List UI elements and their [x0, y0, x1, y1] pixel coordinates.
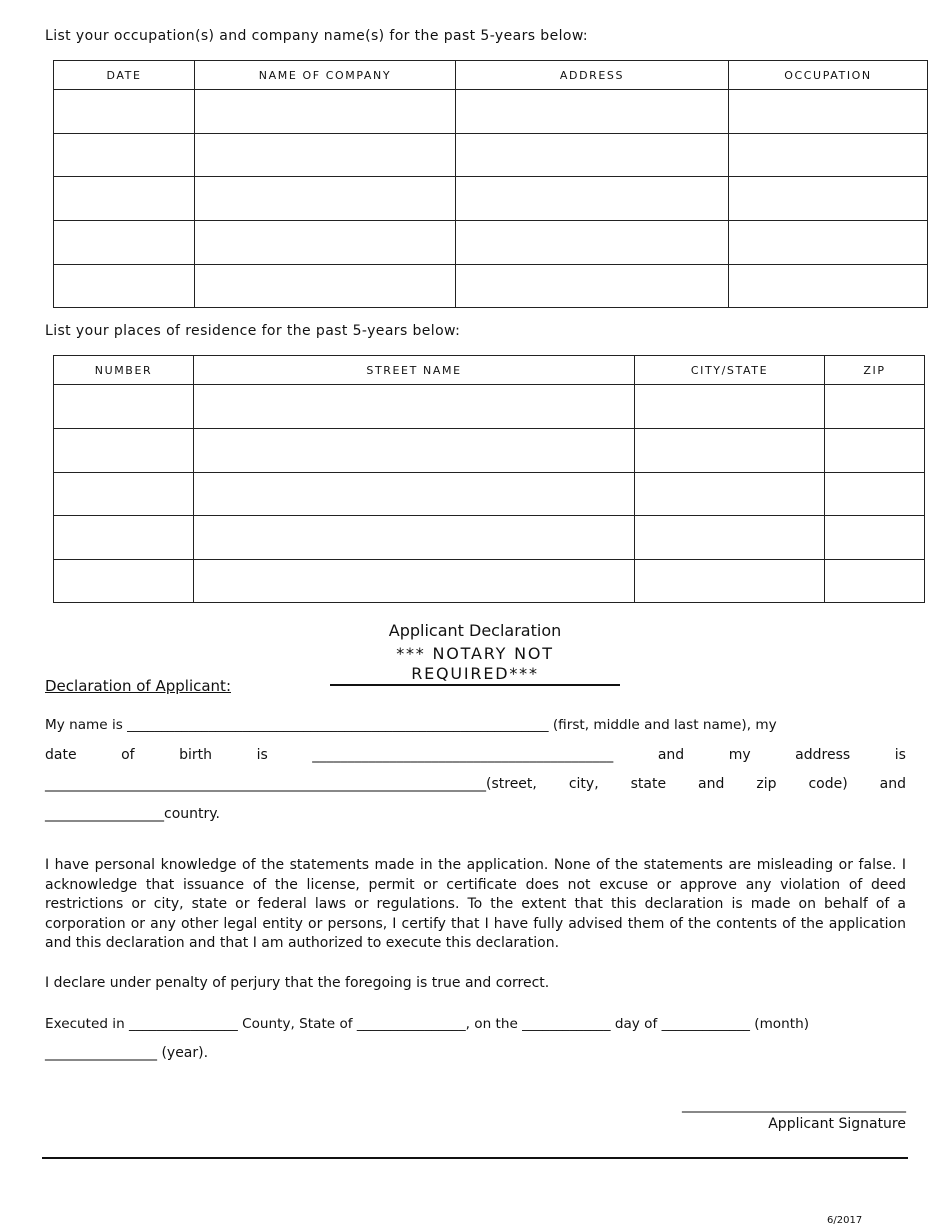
- word: and: [657, 747, 685, 763]
- table-row: [54, 429, 925, 473]
- column-header-street: STREET NAME: [194, 356, 635, 385]
- occupation-cell[interactable]: [729, 134, 928, 177]
- word: birth: [179, 747, 213, 763]
- number-cell[interactable]: [54, 429, 194, 473]
- table-row: [54, 473, 925, 516]
- residence-header-row: [54, 356, 925, 385]
- table-row: [54, 90, 928, 134]
- street-cell[interactable]: [194, 429, 635, 473]
- table-row: [54, 177, 928, 221]
- column-header-occupation: OCCUPATION: [729, 61, 928, 90]
- declaration-heading: Declaration of Applicant:: [45, 677, 231, 695]
- zip-cell[interactable]: [825, 516, 925, 560]
- column-header-number: NUMBER: [54, 356, 194, 385]
- zip-cell[interactable]: [825, 429, 925, 473]
- table-row: [54, 560, 925, 603]
- street-cell[interactable]: [194, 560, 635, 603]
- revision-date: 6/2017: [827, 1215, 863, 1226]
- zip-cell[interactable]: [825, 560, 925, 603]
- company-cell[interactable]: [195, 134, 456, 177]
- date-cell[interactable]: [54, 265, 195, 308]
- executed-line: Executed in ________________ County, State of ________________, on the _____________ day of _____________ (month): [45, 1016, 809, 1032]
- address-cell[interactable]: [456, 90, 729, 134]
- occupation-header-row: [54, 61, 928, 90]
- occupation-cell[interactable]: [729, 177, 928, 221]
- city-state-cell[interactable]: [635, 473, 825, 516]
- company-cell[interactable]: [195, 221, 456, 265]
- column-header-city-state: CITY/STATE: [635, 356, 825, 385]
- address-cell[interactable]: [456, 265, 729, 308]
- declaration-title: Applicant Declaration: [388, 621, 562, 640]
- date-cell[interactable]: [54, 221, 195, 265]
- knowledge-paragraph: I have personal knowledge of the statements made in the application. None of the statements are misleading or false. I acknowledge that issuance of the license, permit or certificate does not excuse or approve any violation of deed restrictions or city, state or federal laws or regulations. To the extent that this declaration is made on behalf of a corporation or any other legal entity or persons, I certify that I have fully advised them of the contents of the application and this declaration and that I am authorized to execute this declaration.: [45, 857, 906, 951]
- date-of-birth-blank[interactable]: ___________________________________________: [312, 747, 614, 763]
- word: is: [256, 747, 268, 763]
- signature-label: Applicant Signature: [768, 1116, 906, 1132]
- address-cell[interactable]: [456, 177, 729, 221]
- word: date: [45, 747, 77, 763]
- city-state-cell[interactable]: [635, 560, 825, 603]
- number-cell[interactable]: [54, 560, 194, 603]
- table-row: [54, 265, 928, 308]
- country-line: _________________country.: [45, 806, 220, 822]
- address-cell[interactable]: [456, 221, 729, 265]
- company-cell[interactable]: [195, 90, 456, 134]
- address-cell[interactable]: [456, 134, 729, 177]
- number-cell[interactable]: [54, 516, 194, 560]
- date-cell[interactable]: [54, 134, 195, 177]
- occupation-cell[interactable]: [729, 90, 928, 134]
- notary-notice: *** NOTARY NOT REQUIRED***: [330, 644, 620, 686]
- city-state-cell[interactable]: [635, 429, 825, 473]
- signature-blank[interactable]: ________________________________: [682, 1097, 906, 1113]
- street-cell[interactable]: [194, 473, 635, 516]
- residence-table: [53, 355, 925, 603]
- table-row: [54, 385, 925, 429]
- word: my: [728, 747, 751, 763]
- table-row: [54, 221, 928, 265]
- perjury-statement: I declare under penalty of perjury that the foregoing is true and correct.: [45, 975, 550, 991]
- occupation-table: [53, 60, 928, 308]
- word: of: [121, 747, 135, 763]
- occupation-prompt: List your occupation(s) and company name(s) for the past 5-years below:: [45, 28, 589, 44]
- city-state-cell[interactable]: [635, 516, 825, 560]
- column-header-address: ADDRESS: [456, 61, 729, 90]
- column-header-zip: ZIP: [825, 356, 925, 385]
- executed-year-line: ________________ (year).: [45, 1045, 209, 1061]
- company-cell[interactable]: [195, 265, 456, 308]
- name-line: My name is ______________________________________________________________ (first, middle and last name), my: [45, 717, 777, 733]
- column-header-date: DATE: [54, 61, 195, 90]
- number-cell[interactable]: [54, 473, 194, 516]
- occupation-cell[interactable]: [729, 265, 928, 308]
- street-cell[interactable]: [194, 516, 635, 560]
- footer-divider: [42, 1157, 908, 1159]
- street-cell[interactable]: [194, 385, 635, 429]
- company-cell[interactable]: [195, 177, 456, 221]
- table-row: [54, 134, 928, 177]
- city-state-cell[interactable]: [635, 385, 825, 429]
- zip-cell[interactable]: [825, 473, 925, 516]
- column-header-company: NAME OF COMPANY: [195, 61, 456, 90]
- occupation-cell[interactable]: [729, 221, 928, 265]
- birth-address-line: [45, 747, 906, 763]
- date-cell[interactable]: [54, 177, 195, 221]
- residence-prompt: List your places of residence for the past 5-years below:: [45, 323, 461, 339]
- date-cell[interactable]: [54, 90, 195, 134]
- number-cell[interactable]: [54, 385, 194, 429]
- address-line: _______________________________________________________________(street, city, state and zip code) and: [45, 776, 906, 792]
- table-row: [54, 516, 925, 560]
- word: address: [795, 747, 851, 763]
- word: is: [894, 747, 906, 763]
- zip-cell[interactable]: [825, 385, 925, 429]
